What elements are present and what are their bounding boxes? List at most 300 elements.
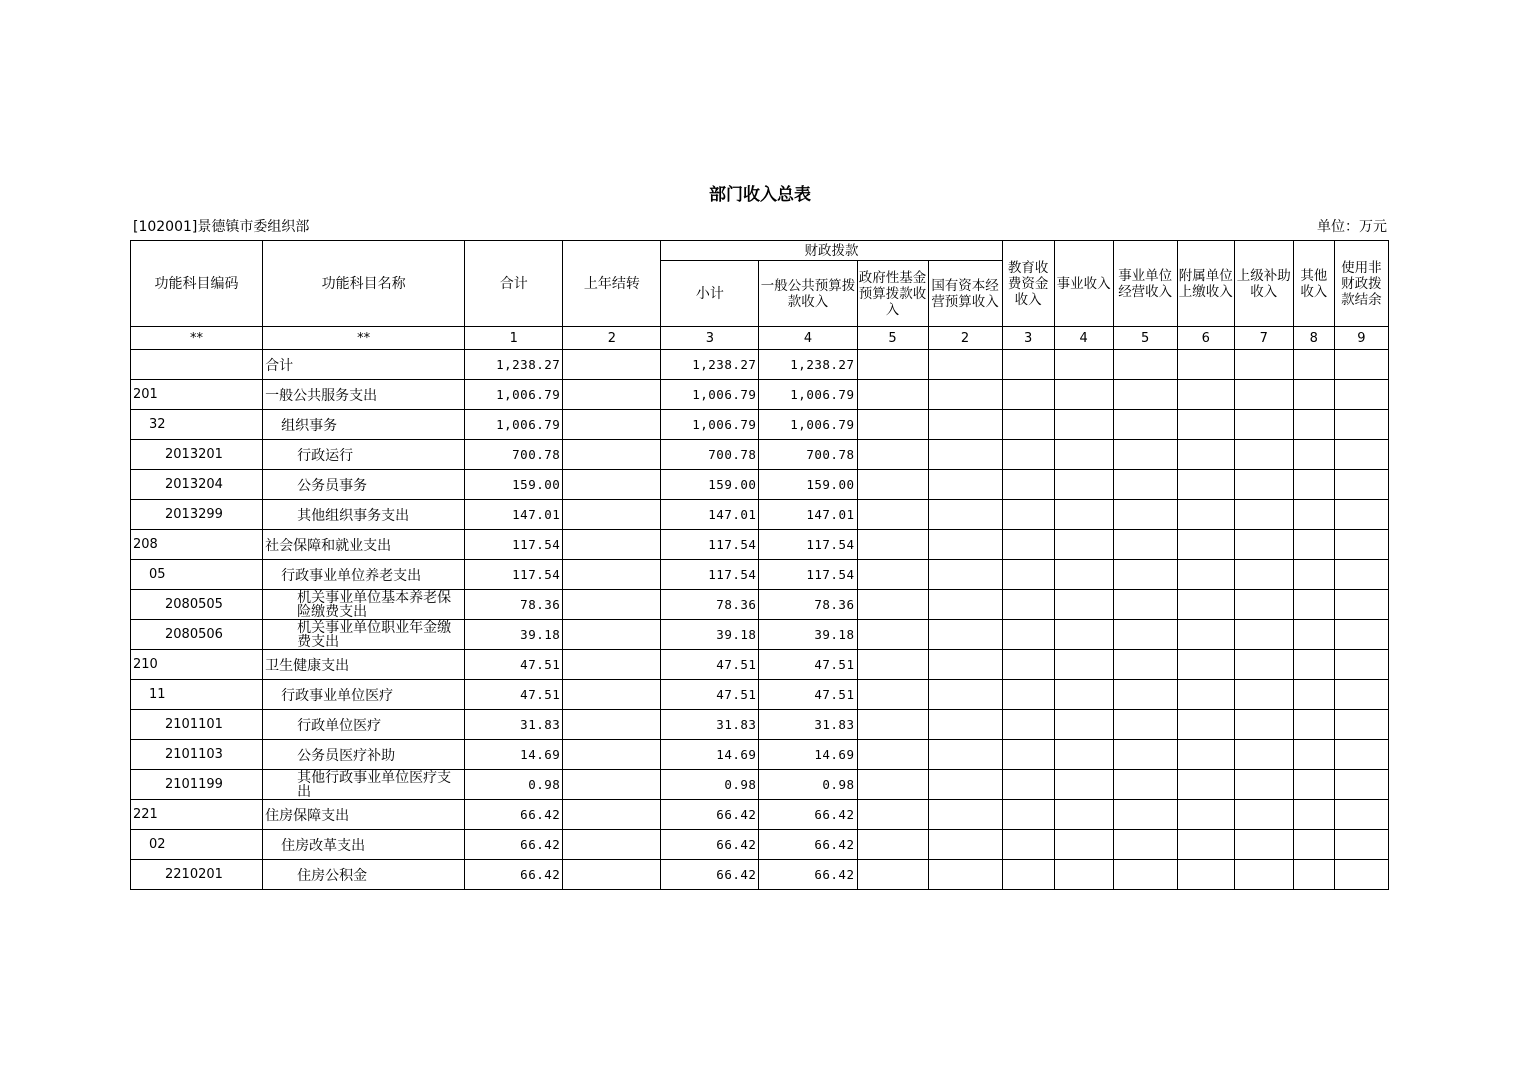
subject-name-cell: 其他组织事务支出 — [263, 500, 465, 530]
business-op-cell — [1113, 680, 1177, 710]
general-budget-cell: 700.78 — [759, 440, 857, 470]
non-fiscal-cell — [1334, 800, 1388, 830]
education-cell — [1002, 830, 1054, 860]
total-cell: 147.01 — [465, 500, 563, 530]
table-row — [131, 830, 1389, 860]
general-budget-cell: 31.83 — [759, 710, 857, 740]
table-row — [131, 680, 1389, 710]
other-cell — [1293, 410, 1334, 440]
subsidy-cell — [1234, 620, 1293, 650]
subsidy-cell — [1234, 470, 1293, 500]
index-cell: 2 — [563, 327, 661, 350]
affiliate-cell — [1177, 500, 1234, 530]
general-budget-cell: 1,238.27 — [759, 350, 857, 380]
subject-code-cell: 2080505 — [131, 590, 263, 620]
general-budget-cell: 1,006.79 — [759, 380, 857, 410]
gov-fund-cell — [857, 560, 928, 590]
subtotal-cell: 47.51 — [661, 680, 759, 710]
non-fiscal-cell — [1334, 740, 1388, 770]
total-cell: 66.42 — [465, 830, 563, 860]
education-cell — [1002, 440, 1054, 470]
education-cell — [1002, 770, 1054, 800]
table-body — [131, 327, 1389, 890]
non-fiscal-cell — [1334, 500, 1388, 530]
subject-code-cell: 2101199 — [131, 770, 263, 800]
index-cell: 3 — [1002, 327, 1054, 350]
subject-name-cell: 公务员事务 — [263, 470, 465, 500]
subject-code-cell: 201 — [131, 380, 263, 410]
subtotal-cell: 14.69 — [661, 740, 759, 770]
subject-name-cell: 合计 — [263, 350, 465, 380]
state-capital-cell — [928, 740, 1002, 770]
index-cell: 9 — [1334, 327, 1388, 350]
general-budget-cell: 14.69 — [759, 740, 857, 770]
education-cell — [1002, 350, 1054, 380]
subsidy-cell — [1234, 860, 1293, 890]
subject-name-cell: 组织事务 — [263, 410, 465, 440]
general-budget-cell: 78.36 — [759, 590, 857, 620]
subtotal-cell: 117.54 — [661, 530, 759, 560]
business-op-cell — [1113, 530, 1177, 560]
total-cell: 1,238.27 — [465, 350, 563, 380]
table-row — [131, 770, 1389, 800]
business-cell — [1054, 380, 1113, 410]
header-subsidy: 上级补助收入 — [1234, 241, 1293, 327]
state-capital-cell — [928, 590, 1002, 620]
carryover-cell — [563, 710, 661, 740]
subsidy-cell — [1234, 380, 1293, 410]
gov-fund-cell — [857, 530, 928, 560]
general-budget-cell: 147.01 — [759, 500, 857, 530]
state-capital-cell — [928, 530, 1002, 560]
non-fiscal-cell — [1334, 830, 1388, 860]
affiliate-cell — [1177, 590, 1234, 620]
non-fiscal-cell — [1334, 650, 1388, 680]
affiliate-cell — [1177, 740, 1234, 770]
education-cell — [1002, 410, 1054, 440]
business-cell — [1054, 620, 1113, 650]
business-cell — [1054, 800, 1113, 830]
subsidy-cell — [1234, 350, 1293, 380]
state-capital-cell — [928, 770, 1002, 800]
gov-fund-cell — [857, 620, 928, 650]
subject-name-cell: 社会保障和就业支出 — [263, 530, 465, 560]
affiliate-cell — [1177, 680, 1234, 710]
affiliate-cell — [1177, 650, 1234, 680]
index-cell: ** — [131, 327, 263, 350]
carryover-cell — [563, 440, 661, 470]
carryover-cell — [563, 350, 661, 380]
total-cell: 159.00 — [465, 470, 563, 500]
index-cell: 3 — [661, 327, 759, 350]
subsidy-cell — [1234, 710, 1293, 740]
total-cell: 117.54 — [465, 530, 563, 560]
carryover-cell — [563, 380, 661, 410]
subsidy-cell — [1234, 740, 1293, 770]
non-fiscal-cell — [1334, 380, 1388, 410]
other-cell — [1293, 380, 1334, 410]
business-cell — [1054, 680, 1113, 710]
business-cell — [1054, 590, 1113, 620]
header-subtotal: 小计 — [661, 261, 759, 327]
gov-fund-cell — [857, 680, 928, 710]
subsidy-cell — [1234, 410, 1293, 440]
subject-code-cell: 11 — [131, 680, 263, 710]
general-budget-cell: 66.42 — [759, 860, 857, 890]
index-cell: 5 — [1113, 327, 1177, 350]
business-op-cell — [1113, 860, 1177, 890]
subtotal-cell: 1,238.27 — [661, 350, 759, 380]
non-fiscal-cell — [1334, 590, 1388, 620]
subtotal-cell: 117.54 — [661, 560, 759, 590]
other-cell — [1293, 710, 1334, 740]
affiliate-cell — [1177, 710, 1234, 740]
table-row — [131, 530, 1389, 560]
carryover-cell — [563, 680, 661, 710]
gov-fund-cell — [857, 830, 928, 860]
business-op-cell — [1113, 350, 1177, 380]
subject-name-cell: 机关事业单位基本养老保险缴费支出 — [263, 590, 465, 620]
subsidy-cell — [1234, 800, 1293, 830]
affiliate-cell — [1177, 530, 1234, 560]
other-cell — [1293, 680, 1334, 710]
affiliate-cell — [1177, 470, 1234, 500]
table-row — [131, 740, 1389, 770]
gov-fund-cell — [857, 410, 928, 440]
table-row — [131, 650, 1389, 680]
total-cell: 14.69 — [465, 740, 563, 770]
subtotal-cell: 39.18 — [661, 620, 759, 650]
business-cell — [1054, 830, 1113, 860]
gov-fund-cell — [857, 470, 928, 500]
carryover-cell — [563, 470, 661, 500]
table-row — [131, 350, 1389, 380]
subsidy-cell — [1234, 560, 1293, 590]
carryover-cell — [563, 830, 661, 860]
business-op-cell — [1113, 440, 1177, 470]
subsidy-cell — [1234, 650, 1293, 680]
subtotal-cell: 31.83 — [661, 710, 759, 740]
subject-code-cell: 2080506 — [131, 620, 263, 650]
total-cell: 117.54 — [465, 560, 563, 590]
affiliate-cell — [1177, 860, 1234, 890]
index-cell: 8 — [1293, 327, 1334, 350]
carryover-cell — [563, 740, 661, 770]
total-cell: 0.98 — [465, 770, 563, 800]
table-row — [131, 410, 1389, 440]
subject-code-cell: 2013201 — [131, 440, 263, 470]
total-cell: 47.51 — [465, 680, 563, 710]
subsidy-cell — [1234, 530, 1293, 560]
page-title: 部门收入总表 — [709, 185, 811, 205]
header-business: 事业收入 — [1054, 241, 1113, 327]
state-capital-cell — [928, 680, 1002, 710]
state-capital-cell — [928, 380, 1002, 410]
subject-name-cell: 住房保障支出 — [263, 800, 465, 830]
index-cell: 4 — [759, 327, 857, 350]
state-capital-cell — [928, 830, 1002, 860]
subject-name-cell: 卫生健康支出 — [263, 650, 465, 680]
state-capital-cell — [928, 350, 1002, 380]
subject-code-cell: 221 — [131, 800, 263, 830]
subject-code-cell: 2210201 — [131, 860, 263, 890]
carryover-cell — [563, 650, 661, 680]
general-budget-cell: 159.00 — [759, 470, 857, 500]
subtotal-cell: 0.98 — [661, 770, 759, 800]
table-row — [131, 620, 1389, 650]
subsidy-cell — [1234, 830, 1293, 860]
state-capital-cell — [928, 650, 1002, 680]
total-cell: 1,006.79 — [465, 380, 563, 410]
education-cell — [1002, 710, 1054, 740]
header-total: 合计 — [465, 241, 563, 327]
subsidy-cell — [1234, 770, 1293, 800]
total-cell: 700.78 — [465, 440, 563, 470]
other-cell — [1293, 620, 1334, 650]
subtotal-cell: 700.78 — [661, 440, 759, 470]
business-cell — [1054, 560, 1113, 590]
business-op-cell — [1113, 800, 1177, 830]
subject-name-cell: 其他行政事业单位医疗支出 — [263, 770, 465, 800]
income-summary-table — [130, 240, 1389, 890]
subject-code-cell: 02 — [131, 830, 263, 860]
subject-code-cell: 2101103 — [131, 740, 263, 770]
subject-name-cell: 行政事业单位医疗 — [263, 680, 465, 710]
subject-code-cell: 2013299 — [131, 500, 263, 530]
header-carryover: 上年结转 — [563, 241, 661, 327]
carryover-cell — [563, 560, 661, 590]
total-cell: 31.83 — [465, 710, 563, 740]
education-cell — [1002, 590, 1054, 620]
gov-fund-cell — [857, 350, 928, 380]
carryover-cell — [563, 620, 661, 650]
general-budget-cell: 117.54 — [759, 560, 857, 590]
affiliate-cell — [1177, 380, 1234, 410]
subsidy-cell — [1234, 680, 1293, 710]
subsidy-cell — [1234, 590, 1293, 620]
subject-name-cell: 行政单位医疗 — [263, 710, 465, 740]
total-cell: 66.42 — [465, 800, 563, 830]
affiliate-cell — [1177, 770, 1234, 800]
business-cell — [1054, 770, 1113, 800]
carryover-cell — [563, 500, 661, 530]
business-op-cell — [1113, 410, 1177, 440]
total-cell: 47.51 — [465, 650, 563, 680]
business-op-cell — [1113, 590, 1177, 620]
index-cell: 6 — [1177, 327, 1234, 350]
education-cell — [1002, 530, 1054, 560]
subject-name-cell: 机关事业单位职业年金缴费支出 — [263, 620, 465, 650]
non-fiscal-cell — [1334, 770, 1388, 800]
header-gov-fund: 政府性基金预算拨款收入 — [857, 261, 928, 327]
general-budget-cell: 47.51 — [759, 650, 857, 680]
table-row — [131, 440, 1389, 470]
other-cell — [1293, 500, 1334, 530]
other-cell — [1293, 350, 1334, 380]
total-cell: 39.18 — [465, 620, 563, 650]
state-capital-cell — [928, 440, 1002, 470]
gov-fund-cell — [857, 590, 928, 620]
subtotal-cell: 66.42 — [661, 830, 759, 860]
non-fiscal-cell — [1334, 620, 1388, 650]
education-cell — [1002, 800, 1054, 830]
index-cell: 5 — [857, 327, 928, 350]
education-cell — [1002, 860, 1054, 890]
education-cell — [1002, 560, 1054, 590]
general-budget-cell: 66.42 — [759, 800, 857, 830]
other-cell — [1293, 650, 1334, 680]
business-cell — [1054, 350, 1113, 380]
business-op-cell — [1113, 470, 1177, 500]
general-budget-cell: 1,006.79 — [759, 410, 857, 440]
header-state-capital: 国有资本经营预算收入 — [928, 261, 1002, 327]
carryover-cell — [563, 860, 661, 890]
unit-label: 单位：万元 — [1317, 219, 1387, 235]
subtotal-cell: 78.36 — [661, 590, 759, 620]
affiliate-cell — [1177, 560, 1234, 590]
index-cell: ** — [263, 327, 465, 350]
state-capital-cell — [928, 470, 1002, 500]
business-cell — [1054, 470, 1113, 500]
gov-fund-cell — [857, 860, 928, 890]
other-cell — [1293, 590, 1334, 620]
other-cell — [1293, 860, 1334, 890]
business-cell — [1054, 710, 1113, 740]
education-cell — [1002, 680, 1054, 710]
subject-name-cell: 行政运行 — [263, 440, 465, 470]
business-op-cell — [1113, 620, 1177, 650]
other-cell — [1293, 440, 1334, 470]
general-budget-cell: 0.98 — [759, 770, 857, 800]
carryover-cell — [563, 530, 661, 560]
business-cell — [1054, 440, 1113, 470]
business-op-cell — [1113, 830, 1177, 860]
business-cell — [1054, 650, 1113, 680]
index-cell: 7 — [1234, 327, 1293, 350]
subtotal-cell: 159.00 — [661, 470, 759, 500]
gov-fund-cell — [857, 710, 928, 740]
state-capital-cell — [928, 710, 1002, 740]
other-cell — [1293, 740, 1334, 770]
non-fiscal-cell — [1334, 350, 1388, 380]
education-cell — [1002, 650, 1054, 680]
table-row — [131, 590, 1389, 620]
subject-code-cell: 05 — [131, 560, 263, 590]
business-op-cell — [1113, 500, 1177, 530]
header-non-fiscal: 使用非财政拨款结余 — [1334, 241, 1388, 327]
header-other: 其他收入 — [1293, 241, 1334, 327]
organization-label: [102001]景德镇市委组织部 — [133, 219, 310, 235]
non-fiscal-cell — [1334, 470, 1388, 500]
carryover-cell — [563, 410, 661, 440]
table-row — [131, 860, 1389, 890]
subject-code-cell: 210 — [131, 650, 263, 680]
table-row — [131, 800, 1389, 830]
non-fiscal-cell — [1334, 680, 1388, 710]
table-row — [131, 380, 1389, 410]
index-cell: 4 — [1054, 327, 1113, 350]
non-fiscal-cell — [1334, 710, 1388, 740]
other-cell — [1293, 830, 1334, 860]
business-cell — [1054, 530, 1113, 560]
affiliate-cell — [1177, 830, 1234, 860]
business-op-cell — [1113, 560, 1177, 590]
affiliate-cell — [1177, 350, 1234, 380]
header-code: 功能科目编码 — [131, 241, 263, 327]
general-budget-cell: 47.51 — [759, 680, 857, 710]
other-cell — [1293, 560, 1334, 590]
business-cell — [1054, 410, 1113, 440]
subject-code-cell: 208 — [131, 530, 263, 560]
total-cell: 66.42 — [465, 860, 563, 890]
header-education: 教育收费资金收入 — [1002, 241, 1054, 327]
business-cell — [1054, 860, 1113, 890]
business-cell — [1054, 500, 1113, 530]
business-op-cell — [1113, 770, 1177, 800]
state-capital-cell — [928, 560, 1002, 590]
carryover-cell — [563, 590, 661, 620]
education-cell — [1002, 620, 1054, 650]
general-budget-cell: 117.54 — [759, 530, 857, 560]
header-affiliate: 附属单位上缴收入 — [1177, 241, 1234, 327]
subject-name-cell: 住房公积金 — [263, 860, 465, 890]
subject-name-cell: 住房改革支出 — [263, 830, 465, 860]
education-cell — [1002, 470, 1054, 500]
header-general: 一般公共预算拨款收入 — [759, 261, 857, 327]
subsidy-cell — [1234, 500, 1293, 530]
subject-code-cell: 2101101 — [131, 710, 263, 740]
gov-fund-cell — [857, 800, 928, 830]
gov-fund-cell — [857, 770, 928, 800]
subtotal-cell: 47.51 — [661, 650, 759, 680]
business-op-cell — [1113, 740, 1177, 770]
index-row — [131, 327, 1389, 350]
general-budget-cell: 66.42 — [759, 830, 857, 860]
state-capital-cell — [928, 500, 1002, 530]
table-row — [131, 710, 1389, 740]
subject-name-cell: 行政事业单位养老支出 — [263, 560, 465, 590]
carryover-cell — [563, 800, 661, 830]
subject-code-cell — [131, 350, 263, 380]
non-fiscal-cell — [1334, 560, 1388, 590]
other-cell — [1293, 470, 1334, 500]
subtotal-cell: 1,006.79 — [661, 380, 759, 410]
gov-fund-cell — [857, 650, 928, 680]
subject-code-cell: 2013204 — [131, 470, 263, 500]
other-cell — [1293, 800, 1334, 830]
index-cell: 1 — [465, 327, 563, 350]
subtotal-cell: 66.42 — [661, 860, 759, 890]
carryover-cell — [563, 770, 661, 800]
gov-fund-cell — [857, 740, 928, 770]
total-cell: 1,006.79 — [465, 410, 563, 440]
subtotal-cell: 1,006.79 — [661, 410, 759, 440]
state-capital-cell — [928, 410, 1002, 440]
education-cell — [1002, 380, 1054, 410]
table-row — [131, 470, 1389, 500]
subtotal-cell: 66.42 — [661, 800, 759, 830]
affiliate-cell — [1177, 410, 1234, 440]
subject-name-cell: 一般公共服务支出 — [263, 380, 465, 410]
business-op-cell — [1113, 710, 1177, 740]
gov-fund-cell — [857, 500, 928, 530]
header-name: 功能科目名称 — [263, 241, 465, 327]
gov-fund-cell — [857, 440, 928, 470]
affiliate-cell — [1177, 800, 1234, 830]
non-fiscal-cell — [1334, 410, 1388, 440]
subject-code-cell: 32 — [131, 410, 263, 440]
other-cell — [1293, 770, 1334, 800]
